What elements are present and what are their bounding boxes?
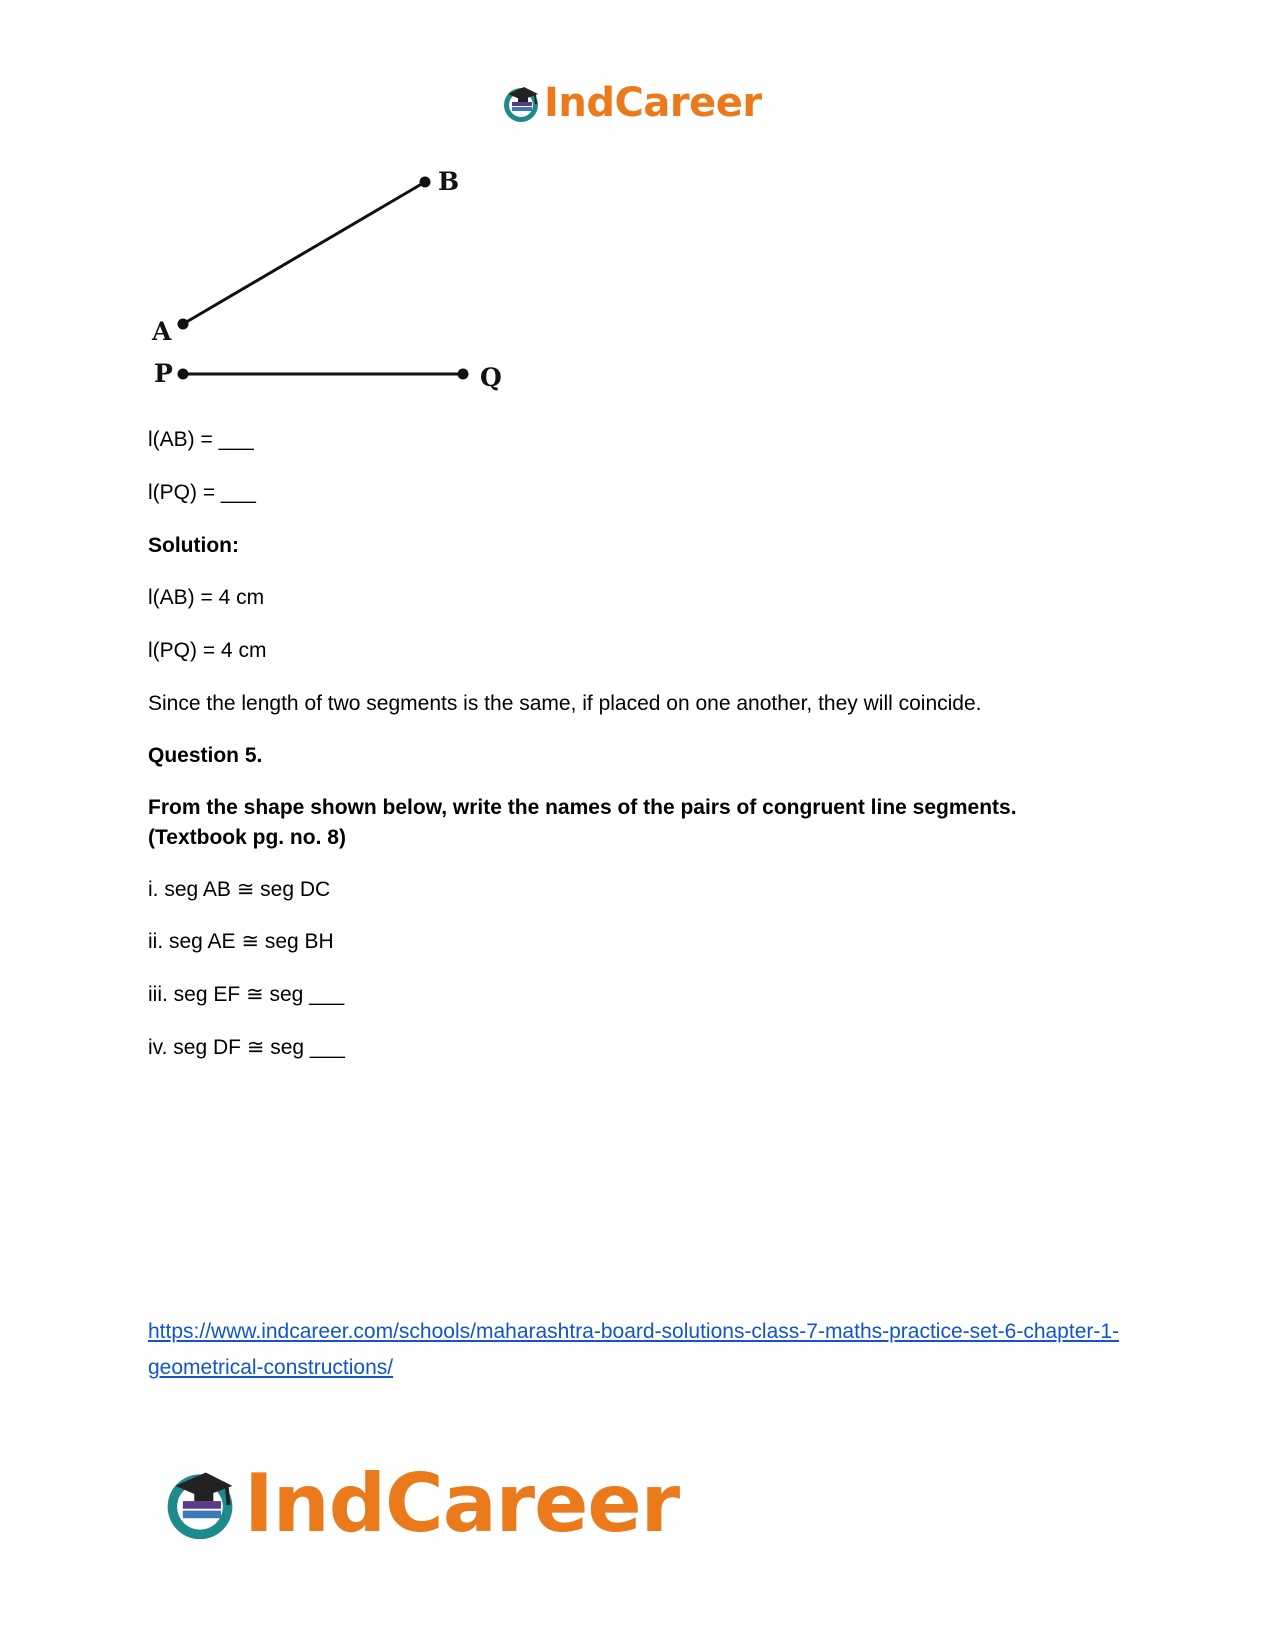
solution-heading: Solution: — [148, 534, 239, 557]
answer-ab: l(AB) = 4 cm — [148, 586, 265, 609]
answer-item: iii. seg EF ≅ seg ___ — [148, 983, 345, 1006]
graduation-cap-globe-icon — [500, 82, 542, 124]
label-a: A — [152, 317, 172, 346]
graduation-cap-globe-icon — [160, 1463, 240, 1543]
point-q — [458, 369, 469, 380]
footer-logo — [160, 1458, 679, 1548]
label-q: Q — [480, 363, 502, 392]
explanation-text: Since the length of two segments is the same, if placed on one another, they will coincide. — [148, 692, 982, 715]
source-link[interactable]: https://www.indcareer.com/schools/maharashtra-board-solutions-class-7-maths-practice-set-6-chapter-1-geometrical-constructions/ — [148, 1320, 1120, 1379]
answer-item: ii. seg AE ≅ seg BH — [148, 930, 334, 953]
point-b — [420, 177, 431, 188]
logo-wordmark: IndCareer — [544, 80, 762, 126]
header-logo — [500, 78, 762, 128]
blank-ab: l(AB) = ___ — [148, 428, 254, 451]
point-a — [178, 319, 189, 330]
label-p: P — [154, 359, 173, 388]
answer-pq: l(PQ) = 4 cm — [148, 639, 267, 662]
answer-item: i. seg AB ≅ seg DC — [148, 878, 331, 901]
answer-item: iv. seg DF ≅ seg ___ — [148, 1036, 345, 1059]
segment-ab — [183, 182, 425, 324]
label-b: B — [438, 170, 460, 196]
logo-wordmark: IndCareer — [244, 1456, 680, 1550]
point-p — [178, 369, 189, 380]
blank-pq: l(PQ) = ___ — [148, 481, 256, 504]
question-text: From the shape shown below, write the names of the pairs of congruent line segments. (Textbook pg. no. 8) — [148, 796, 1017, 849]
question-heading: Question 5. — [148, 744, 263, 767]
segments-figure — [148, 170, 528, 410]
